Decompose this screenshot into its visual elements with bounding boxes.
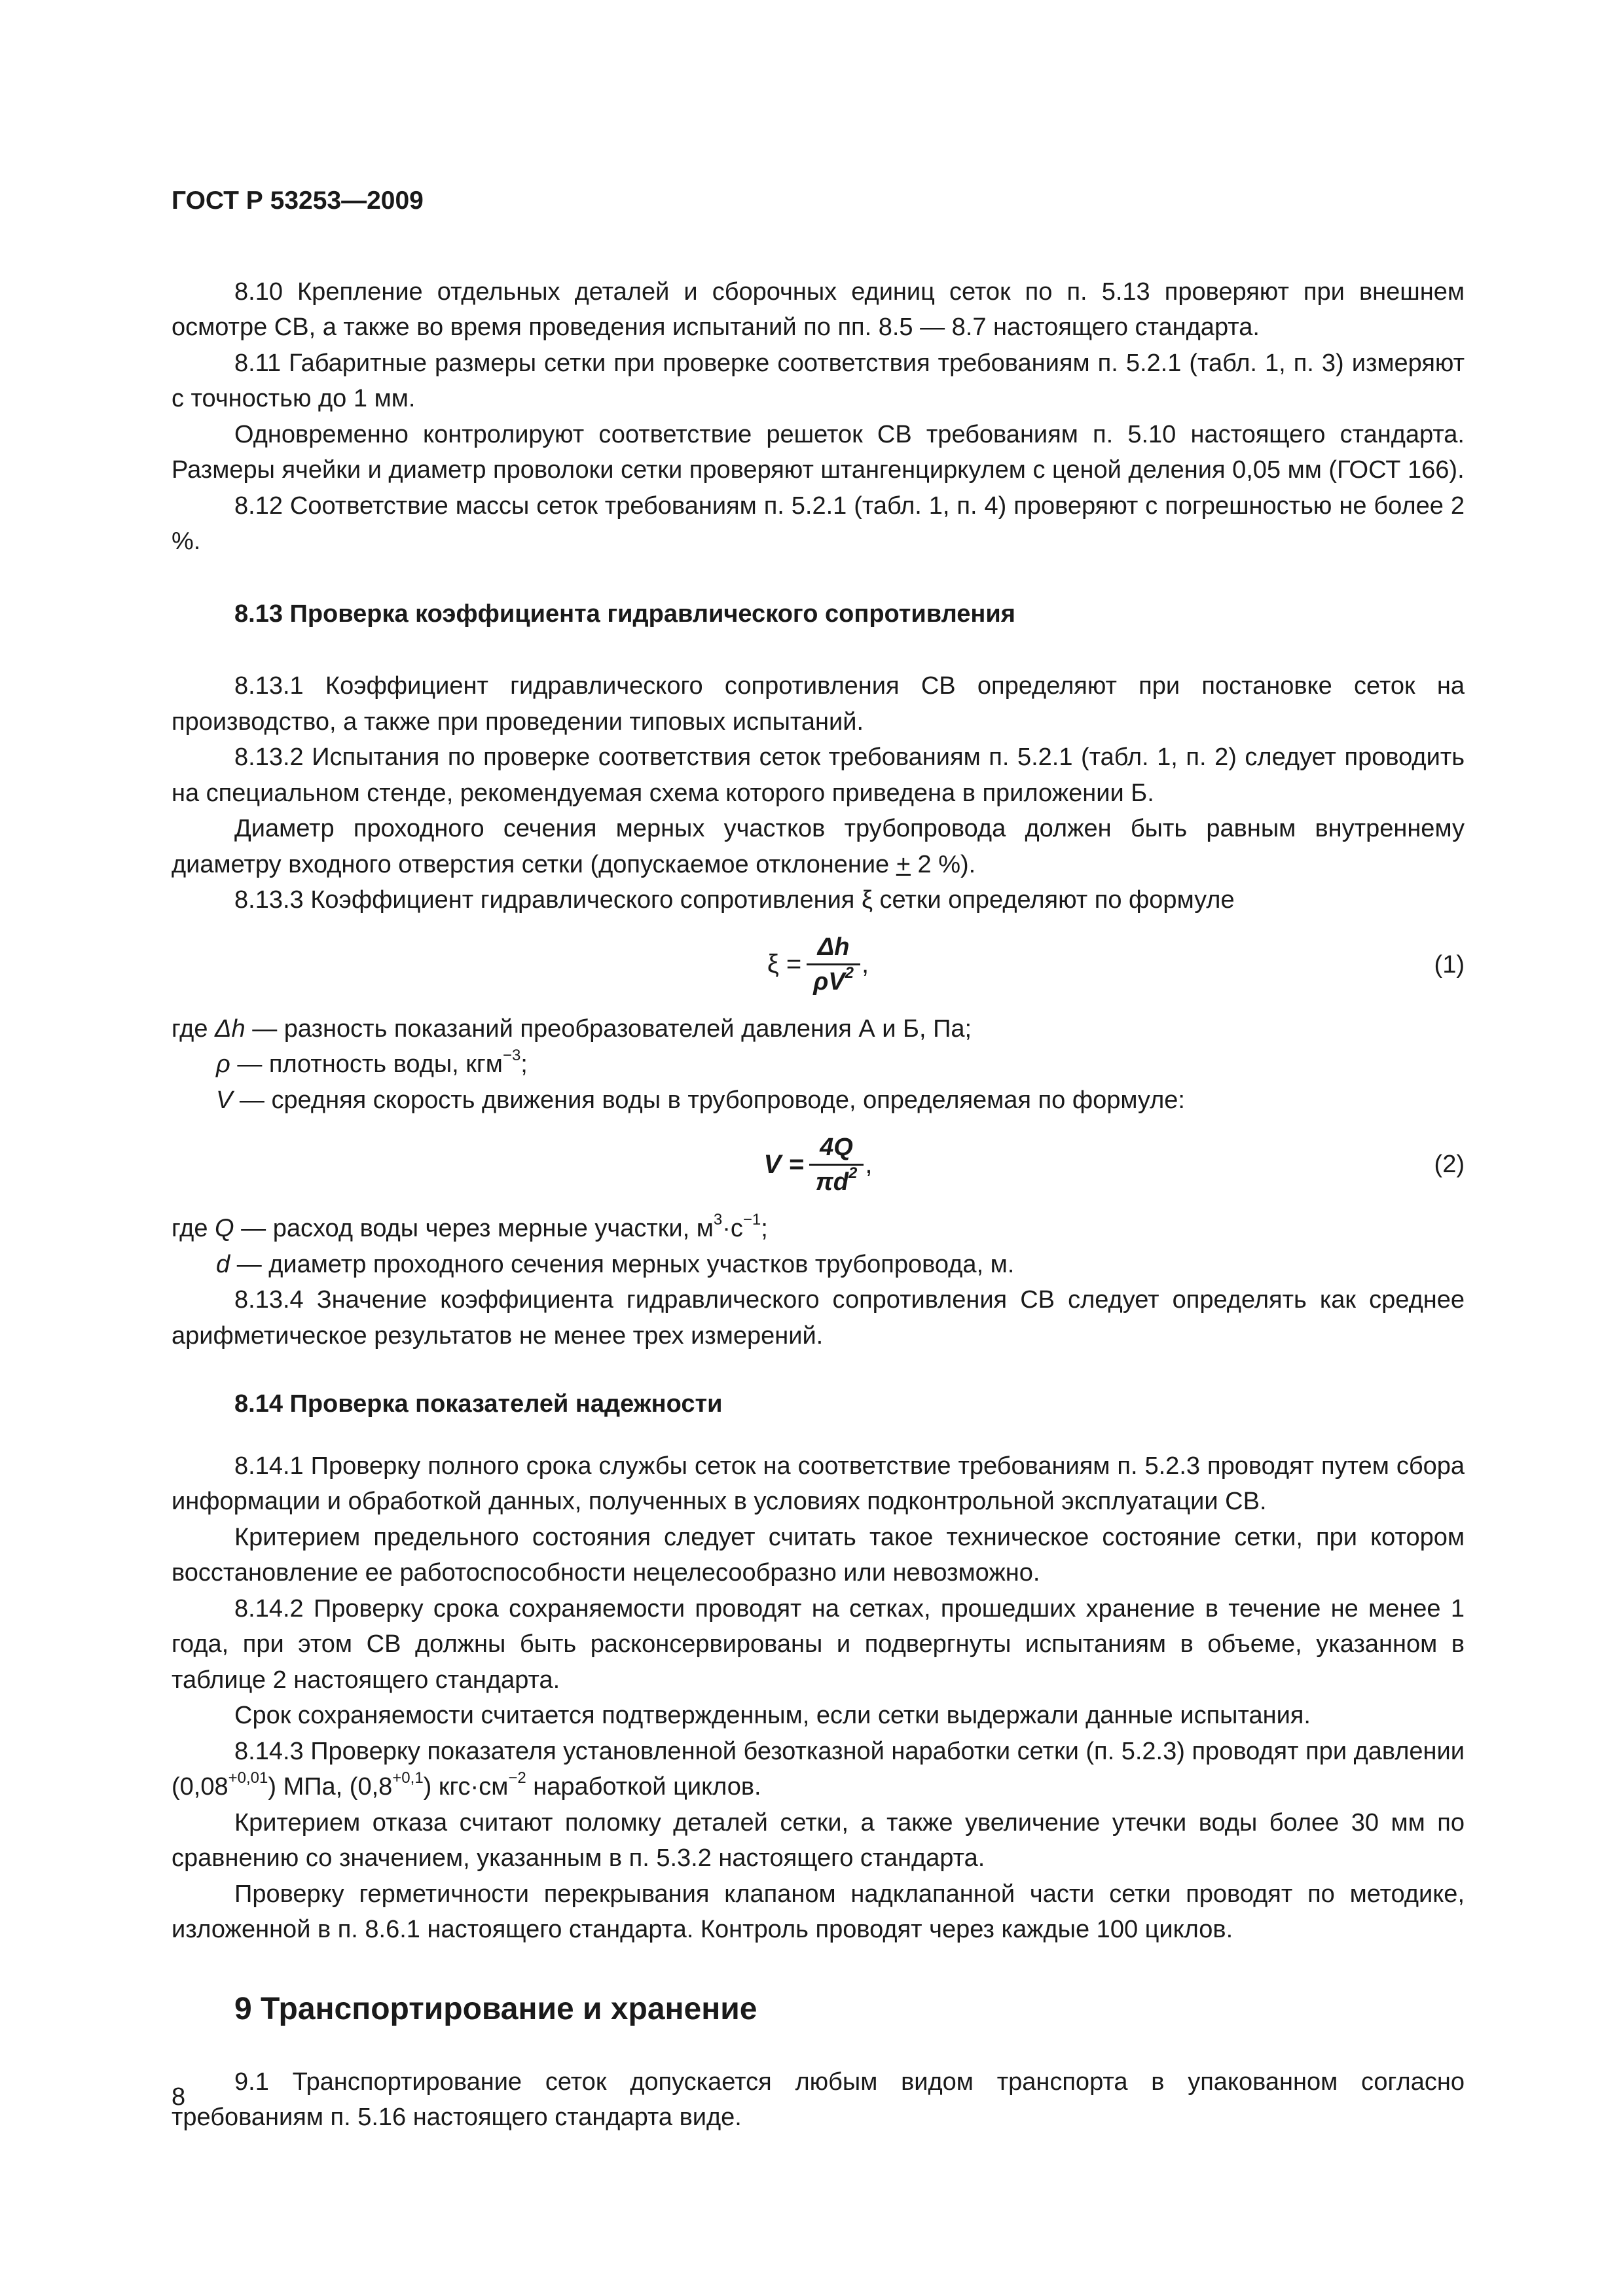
paragraph-8-11: 8.11 Габаритные размеры сетки при проверке соответствия требованиям п. 5.2.1 (табл. 1, п. 3) измеряют с точностью до 1 мм. <box>172 349 1465 412</box>
page-number: 8 <box>172 2083 186 2111</box>
paragraph-8-10: 8.10 Крепление отдельных деталей и сборочных единиц сеток по п. 5.13 проверяют при внешнем осмотре СВ, а также во время проведения испытаний по пп. 8.5 — 8.7 настоящего стандарта. <box>172 278 1465 341</box>
formula-2-number: (2) <box>1434 1150 1465 1178</box>
paragraph-8-13-2-continued: Диаметр проходного сечения мерных участков трубопровода должен быть равным внутреннему диаметру входного отверстия сетки (допускаемое отклонение + 2 %). <box>172 815 1465 878</box>
paragraph-8-14-1-continued: Критерием предельного состояния следует считать такое техническое состояние сетки, при котором восстановление ее работоспособности нецелесообразно или невозможно. <box>172 1523 1465 1587</box>
paragraph-9-1: 9.1 Транспортирование сеток допускается любым видом транспорта в упакованном согласно требованиям п. 5.16 настоящего стандарта виде. <box>172 2068 1465 2131</box>
paragraph-8-12: 8.12 Соответствие массы сеток требованиям п. 5.2.1 (табл. 1, п. 4) проверяют с погрешностью не более 2 %. <box>172 492 1465 555</box>
formula-2: V = $\frac{4Q}{\pi d^2}$ , (2) <box>172 1118 1465 1211</box>
document-header: ГОСТ Р 53253—2009 <box>172 187 424 215</box>
paragraph-8-13-1: 8.13.1 Коэффициент гидравлического сопротивления СВ определяют при постановке сеток на производство, а также при проведении типовых испытаний. <box>172 672 1465 736</box>
formula-1: ξ = $\frac{\Delta h}{\rho V^2}$ , (1) <box>172 918 1465 1011</box>
formula-2-denominator: $\pi d^2$ <box>809 1164 864 1198</box>
definition-d: d — диаметр проходного сечения мерных участков трубопровода, м. <box>216 1250 1015 1278</box>
paragraph-8-13-2: 8.13.2 Испытания по проверке соответствия сеток требованиям п. 5.2.1 (табл. 1, п. 2) следует проводить на специальном стенде, рекомендуемая схема которого приведена в приложении Б. <box>172 744 1465 807</box>
formula-1-denominator: $\rho V^2$ <box>807 963 860 998</box>
formula-1-lhs: ξ = <box>767 950 802 979</box>
formula-2-numerator: 4Q <box>820 1133 853 1161</box>
heading-9: 9 Транспортирование и хранение <box>234 1991 757 2026</box>
definition-delta-h: где Δh — разность показаний преобразователей давления А и Б, Па; <box>172 1014 972 1043</box>
formula-1-number: (1) <box>1434 950 1465 978</box>
paragraph-8-11-continued: Одновременно контролируют соответствие решеток СВ требованиям п. 5.10 настоящего стандарта. Размеры ячейки и диаметр проволоки сетки проверяют штангенциркулем с ценой деления 0,05 мм (ГОСТ 166). <box>172 420 1465 484</box>
definition-q: где Q — расход воды через мерные участки, $м^3\cdot с^{-1}$; <box>172 1211 768 1242</box>
paragraph-8-14-2: 8.14.2 Проверку срока сохраняемости проводят на сетках, прошедших хранение в течение не менее 1 года, при этом СВ должны быть расконсервированы и подвергнуты испытаниям в объеме, указанном в таблице 2 настоящего стандарта. <box>172 1594 1465 1694</box>
plus-minus-sign: + <box>896 850 911 878</box>
paragraph-8-13-3: 8.13.3 Коэффициент гидравлического сопротивления ξ сетки определяют по формуле <box>234 886 1235 914</box>
formula-2-fraction <box>809 1131 864 1198</box>
document-page <box>172 183 1465 2136</box>
definition-v: V — средняя скорость движения воды в трубопроводе, определяемая по формуле: <box>216 1086 1185 1114</box>
paragraph-8-14-3-continued: Критерием отказа считают поломку деталей сетки, а также увеличение утечки воды более 30 мм по сравнению со значением, указанным в п. 5.3.2 настоящего стандарта. <box>172 1808 1465 1872</box>
paragraph-8-14-3-final: Проверку герметичности перекрывания клапаном надклапанной части сетки проводят по методике, изложенной в п. 8.6.1 настоящего стандарта. Контроль проводят через каждые 100 циклов. <box>172 1880 1465 1943</box>
paragraph-8-14-1: 8.14.1 Проверку полного срока службы сеток на соответствие требованиям п. 5.2.3 проводят путем сбора информации и обработкой данных, полученных в условиях подконтрольной эксплуатации СВ. <box>172 1452 1465 1515</box>
paragraph-8-14-2-continued: Срок сохраняемости считается подтвержденным, если сетки выдержали данные испытания. <box>234 1702 1311 1729</box>
definition-rho: ρ — плотность воды, кгм$^{-3}$; <box>216 1047 528 1078</box>
formula-2-lhs: V = <box>763 1149 804 1179</box>
heading-8-14: 8.14 Проверка показателей надежности <box>234 1390 723 1418</box>
paragraph-8-14-3: 8.14.3 Проверку показателя установленной безотказной наработки сетки (п. 5.2.3) проводят при давлении $(0,08^{+0,01})$ МПа, $(0,8^{+0,1})$ $кгс\cdot см^{-2}$ наработкой циклов. <box>172 1737 1465 1801</box>
paragraph-8-13-4: 8.13.4 Значение коэффициента гидравлического сопротивления СВ следует определять как среднее арифметическое результатов не менее трех измерений. <box>172 1286 1465 1350</box>
heading-8-13: 8.13 Проверка коэффициента гидравлического сопротивления <box>234 600 1015 628</box>
formula-1-numerator: Δh <box>817 933 850 961</box>
formula-1-fraction <box>807 931 860 998</box>
